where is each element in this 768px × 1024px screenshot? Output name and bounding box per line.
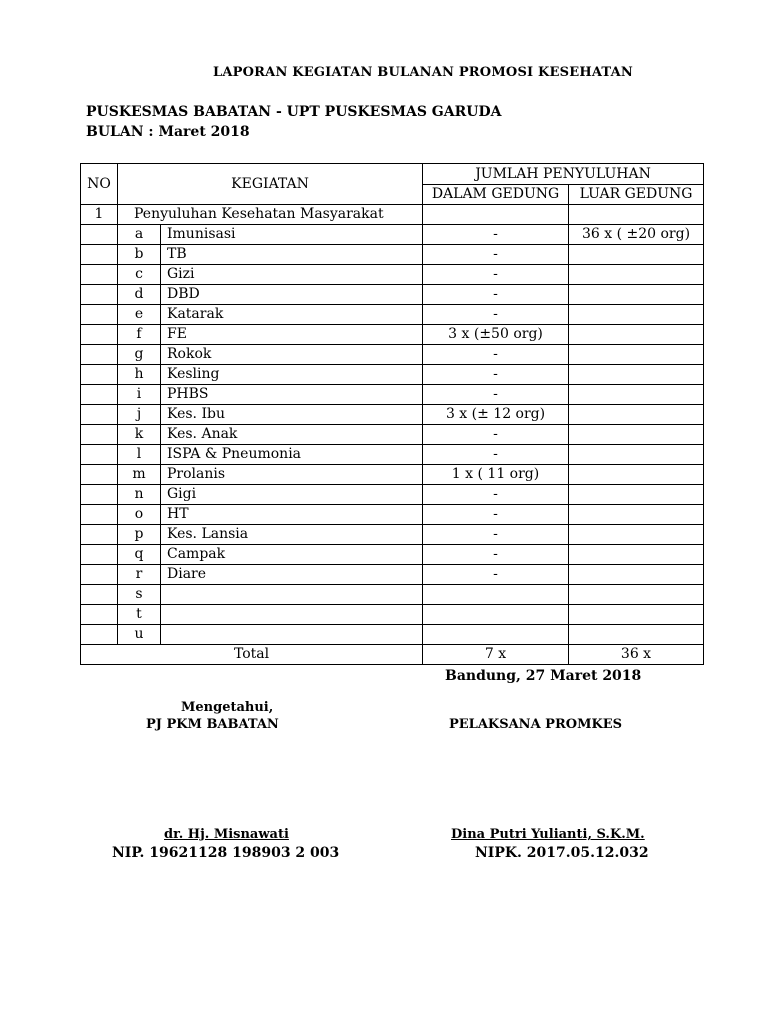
signature-right-id: NIPK. 2017.05.12.032 [475, 845, 649, 861]
row-letter: r [118, 565, 161, 585]
row-luar-gedung [569, 545, 704, 565]
row-dalam-gedung: 3 x (± 12 org) [423, 405, 569, 425]
row-luar-gedung [569, 345, 704, 365]
row-letter: j [118, 405, 161, 425]
row-luar-gedung [569, 565, 704, 585]
table-row [81, 585, 704, 605]
section-dalam [423, 205, 569, 225]
row-letter: f [118, 325, 161, 345]
row-no [81, 225, 118, 245]
row-activity-name: DBD [161, 285, 423, 305]
row-no [81, 545, 118, 565]
row-dalam-gedung [423, 605, 569, 625]
row-no [81, 245, 118, 265]
row-no [81, 525, 118, 545]
row-activity-name: Imunisasi [161, 225, 423, 245]
row-letter: s [118, 585, 161, 605]
signature-left-line1: Mengetahui, [181, 700, 274, 715]
row-no [81, 485, 118, 505]
row-letter: m [118, 465, 161, 485]
row-activity-name: Prolanis [161, 465, 423, 485]
row-letter: t [118, 605, 161, 625]
row-no [81, 445, 118, 465]
puskesmas-name: PUSKESMAS BABATAN - UPT PUSKESMAS GARUDA [86, 104, 502, 120]
row-luar-gedung [569, 605, 704, 625]
table-row [81, 425, 704, 445]
row-luar-gedung [569, 465, 704, 485]
row-dalam-gedung: - [423, 525, 569, 545]
row-letter: i [118, 385, 161, 405]
row-dalam-gedung: - [423, 345, 569, 365]
row-letter: c [118, 265, 161, 285]
table-row [81, 245, 704, 265]
table-row [81, 325, 704, 345]
row-luar-gedung [569, 625, 704, 645]
row-letter: b [118, 245, 161, 265]
header-no: NO [81, 164, 118, 205]
row-activity-name: FE [161, 325, 423, 345]
signature-left-id: NIP. 19621128 198903 2 003 [112, 845, 340, 861]
row-luar-gedung [569, 445, 704, 465]
row-dalam-gedung: - [423, 425, 569, 445]
header-dalam-gedung: DALAM GEDUNG [423, 185, 569, 205]
table-row [81, 225, 704, 245]
row-dalam-gedung: - [423, 245, 569, 265]
table-row [81, 265, 704, 285]
table-row [81, 625, 704, 645]
signature-left-name: dr. Hj. Misnawati [164, 827, 289, 842]
total-dalam-gedung: 7 x [423, 645, 569, 665]
row-luar-gedung [569, 365, 704, 385]
row-dalam-gedung: - [423, 545, 569, 565]
row-no [81, 465, 118, 485]
row-activity-name: PHBS [161, 385, 423, 405]
row-activity-name: Gigi [161, 485, 423, 505]
row-luar-gedung [569, 305, 704, 325]
section-no: 1 [81, 205, 118, 225]
place-date: Bandung, 27 Maret 2018 [445, 668, 642, 684]
row-no [81, 565, 118, 585]
row-dalam-gedung: - [423, 565, 569, 585]
row-dalam-gedung [423, 625, 569, 645]
table-row [81, 605, 704, 625]
row-letter: q [118, 545, 161, 565]
row-dalam-gedung: - [423, 285, 569, 305]
row-dalam-gedung: - [423, 445, 569, 465]
table-row [81, 345, 704, 365]
row-letter: d [118, 285, 161, 305]
row-letter: a [118, 225, 161, 245]
row-no [81, 385, 118, 405]
table-row [81, 565, 704, 585]
signature-right-name: Dina Putri Yulianti, S.K.M. [451, 827, 645, 842]
header-jumlah-penyuluhan: JUMLAH PENYULUHAN [423, 164, 704, 185]
row-dalam-gedung: - [423, 305, 569, 325]
table-row [81, 365, 704, 385]
row-luar-gedung [569, 505, 704, 525]
row-no [81, 305, 118, 325]
row-dalam-gedung: - [423, 265, 569, 285]
row-luar-gedung [569, 485, 704, 505]
row-letter: k [118, 425, 161, 445]
row-letter: u [118, 625, 161, 645]
table-row [81, 505, 704, 525]
row-luar-gedung [569, 585, 704, 605]
total-label: Total [81, 645, 423, 665]
row-no [81, 265, 118, 285]
section-luar [569, 205, 704, 225]
table-row [81, 485, 704, 505]
row-luar-gedung [569, 425, 704, 445]
row-luar-gedung: 36 x ( ±20 org) [569, 225, 704, 245]
row-dalam-gedung: - [423, 505, 569, 525]
row-no [81, 585, 118, 605]
row-luar-gedung [569, 405, 704, 425]
row-activity-name: HT [161, 505, 423, 525]
row-letter: h [118, 365, 161, 385]
table-row [81, 545, 704, 565]
signature-right-title: PELAKSANA PROMKES [449, 717, 623, 732]
row-dalam-gedung: - [423, 385, 569, 405]
row-activity-name [161, 605, 423, 625]
row-no [81, 605, 118, 625]
row-activity-name: Kesling [161, 365, 423, 385]
row-activity-name [161, 625, 423, 645]
row-activity-name: Gizi [161, 265, 423, 285]
row-activity-name [161, 585, 423, 605]
table-row [81, 445, 704, 465]
row-letter: l [118, 445, 161, 465]
section-label: Penyuluhan Kesehatan Masyarakat [118, 205, 423, 225]
activity-table [80, 163, 704, 665]
row-no [81, 285, 118, 305]
row-luar-gedung [569, 325, 704, 345]
row-luar-gedung [569, 265, 704, 285]
row-dalam-gedung: - [423, 365, 569, 385]
row-dalam-gedung: - [423, 225, 569, 245]
row-letter: g [118, 345, 161, 365]
header-kegiatan: KEGIATAN [118, 164, 423, 205]
row-dalam-gedung: 3 x (±50 org) [423, 325, 569, 345]
row-luar-gedung [569, 385, 704, 405]
row-activity-name: Kes. Ibu [161, 405, 423, 425]
row-no [81, 625, 118, 645]
table-row [81, 385, 704, 405]
total-row [81, 645, 704, 665]
section-row [81, 205, 704, 225]
table-header-row [81, 164, 704, 185]
row-no [81, 325, 118, 345]
row-no [81, 365, 118, 385]
row-activity-name: TB [161, 245, 423, 265]
row-letter: n [118, 485, 161, 505]
row-no [81, 505, 118, 525]
report-month: BULAN : Maret 2018 [86, 124, 250, 140]
table-row [81, 305, 704, 325]
row-luar-gedung [569, 285, 704, 305]
row-no [81, 425, 118, 445]
table-row [81, 465, 704, 485]
table-row [81, 405, 704, 425]
total-luar-gedung: 36 x [569, 645, 704, 665]
row-letter: e [118, 305, 161, 325]
row-dalam-gedung: - [423, 485, 569, 505]
header-luar-gedung: LUAR GEDUNG [569, 185, 704, 205]
row-dalam-gedung [423, 585, 569, 605]
row-no [81, 345, 118, 365]
row-activity-name: Katarak [161, 305, 423, 325]
row-activity-name: ISPA & Pneumonia [161, 445, 423, 465]
row-activity-name: Diare [161, 565, 423, 585]
report-title: LAPORAN KEGIATAN BULANAN PROMOSI KESEHATAN [213, 65, 633, 80]
row-dalam-gedung: 1 x ( 11 org) [423, 465, 569, 485]
row-activity-name: Kes. Lansia [161, 525, 423, 545]
table-row [81, 285, 704, 305]
row-luar-gedung [569, 245, 704, 265]
row-activity-name: Campak [161, 545, 423, 565]
row-activity-name: Rokok [161, 345, 423, 365]
row-no [81, 405, 118, 425]
signature-left-title: PJ PKM BABATAN [146, 717, 279, 732]
row-luar-gedung [569, 525, 704, 545]
row-letter: o [118, 505, 161, 525]
table-row [81, 525, 704, 545]
row-letter: p [118, 525, 161, 545]
row-activity-name: Kes. Anak [161, 425, 423, 445]
